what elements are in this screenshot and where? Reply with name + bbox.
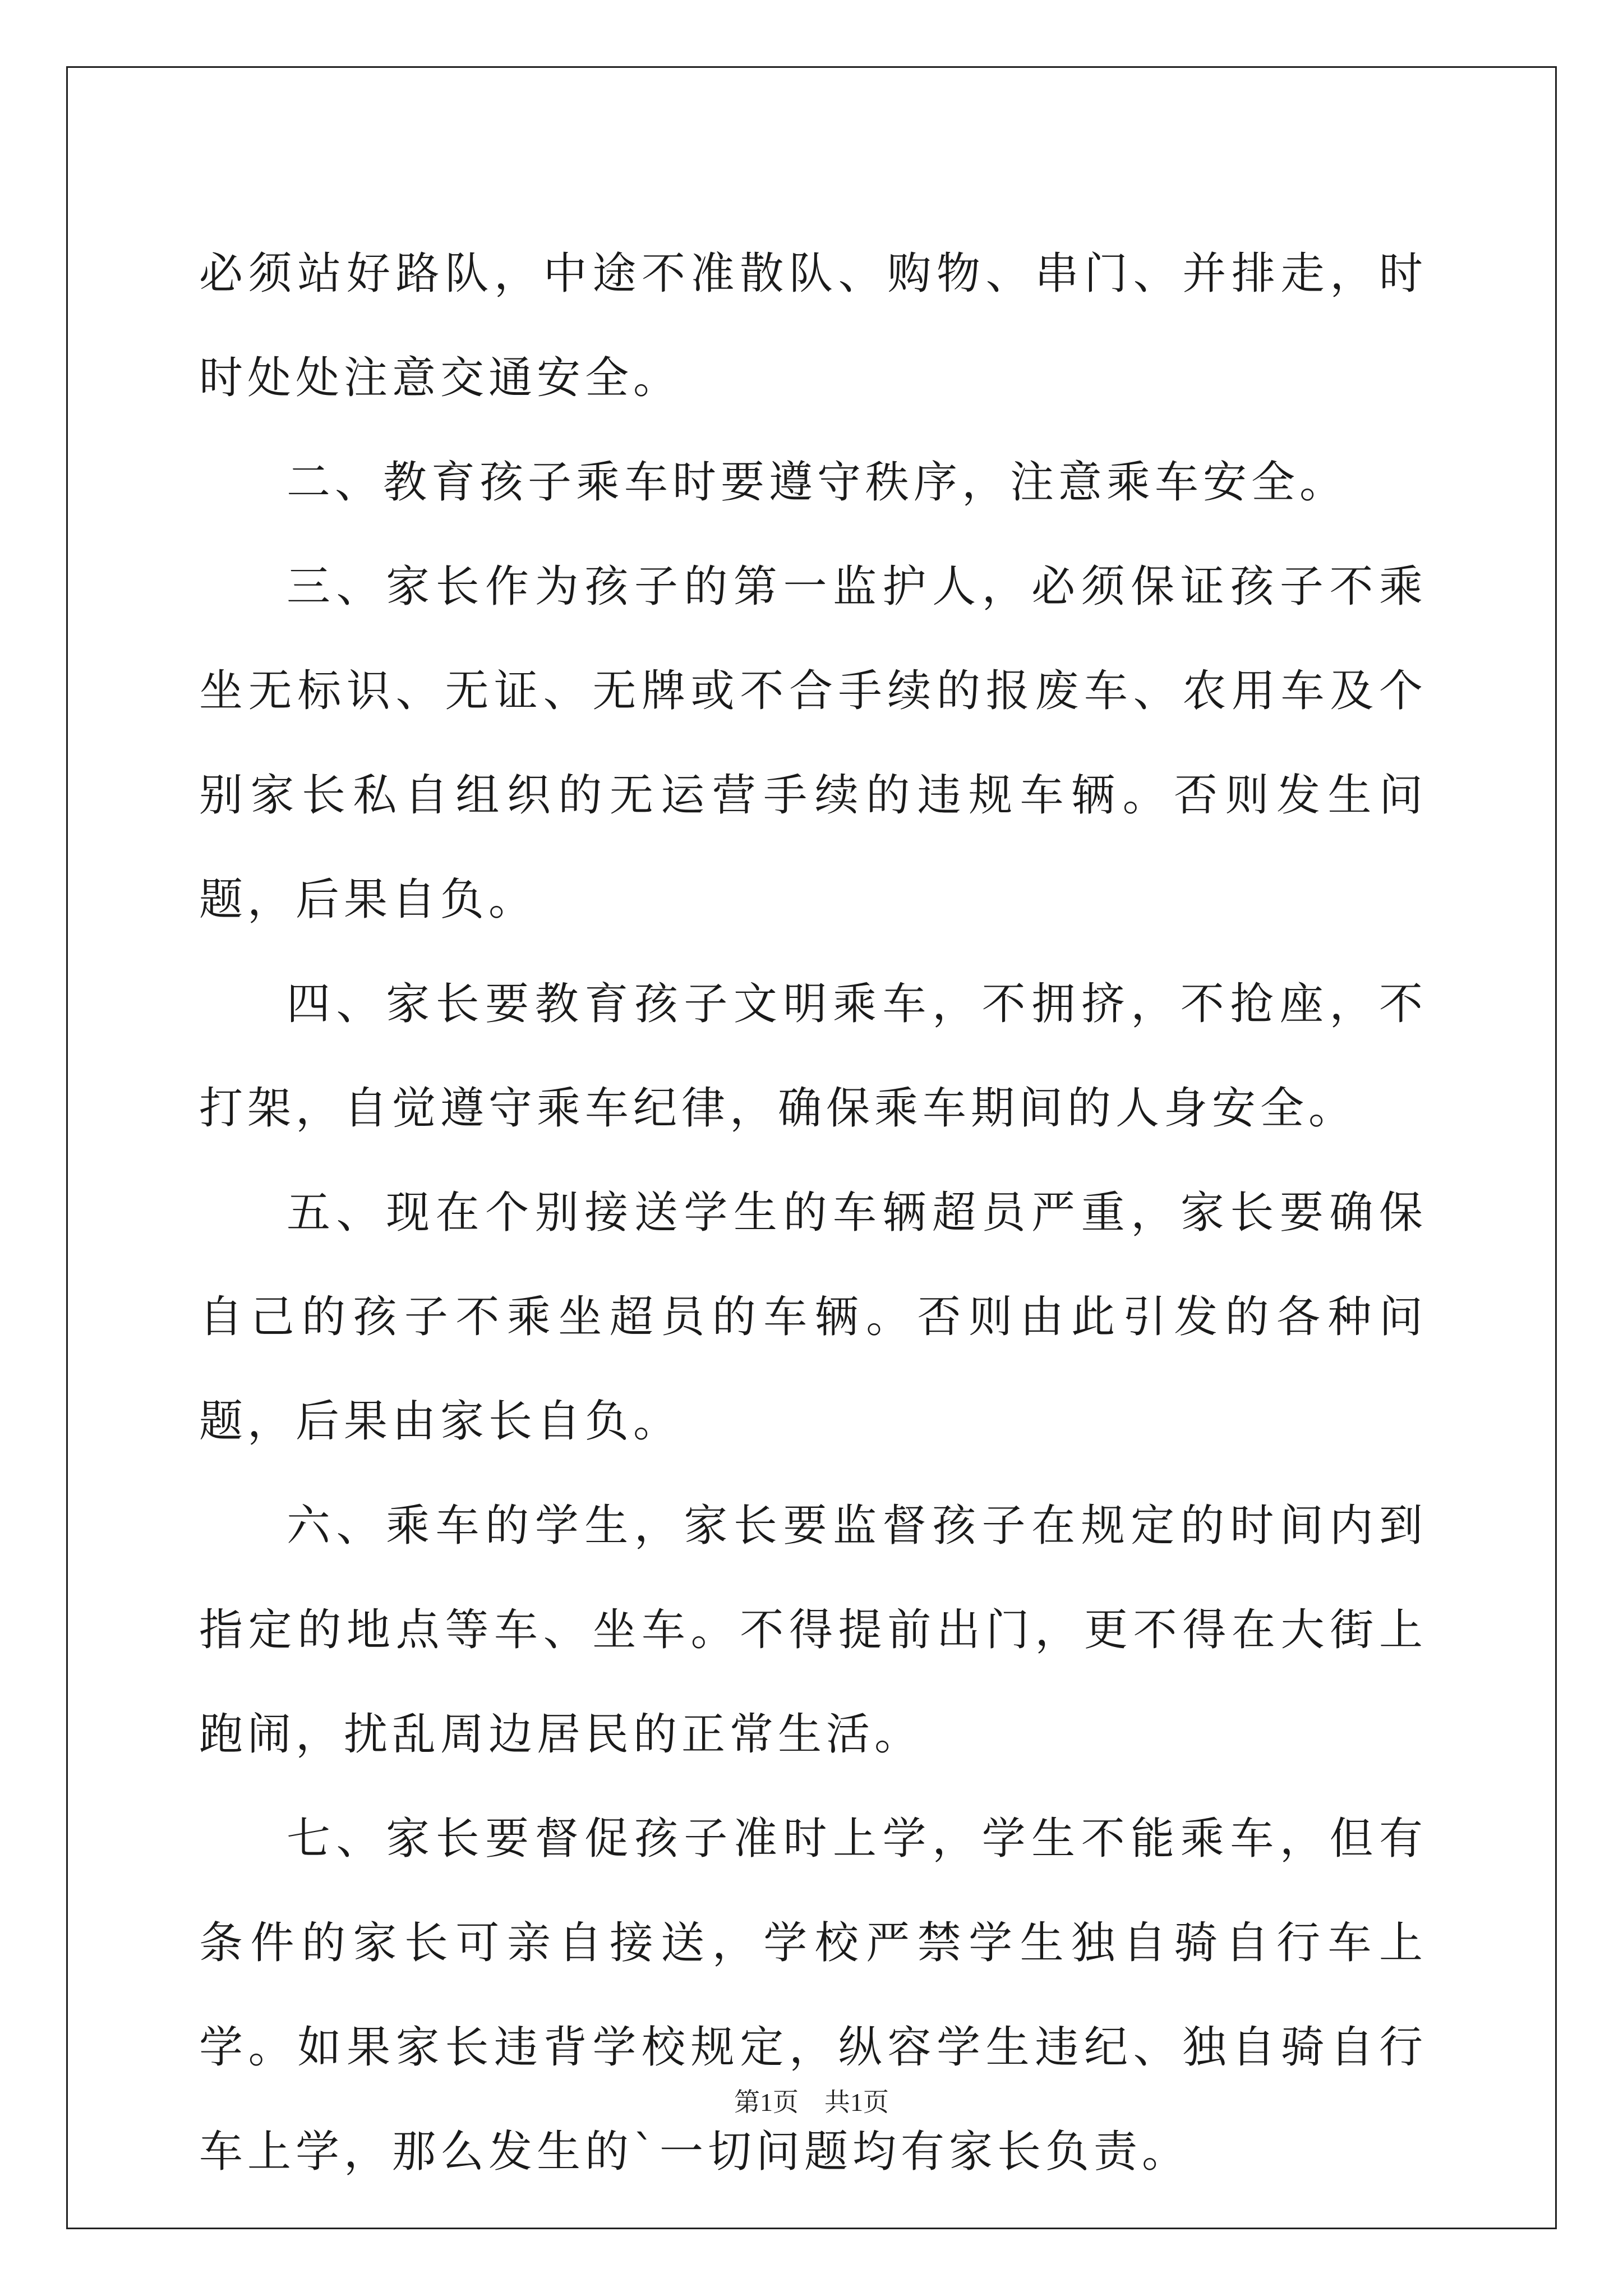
paragraph-5: 五、现在个别接送学生的车辆超员严重，家长要确保自己的孩子不乘坐超员的车辆。否则由此引发的各种问题，后果由家长自负。 (199, 1188, 1427, 1447)
page-number-total: 共1页 (824, 2088, 889, 2116)
paragraph-6: 六、乘车的学生，家长要监督孩子在规定的时间内到指定的地点等车、坐车。不得提前出门，更不得在大街上跑闹，扰乱周边居民的正常生活。 (199, 1501, 1427, 1760)
paragraph-4: 四、家长要教育孩子文明乘车，不拥挤，不抢座，不打架，自觉遵守乘车纪律，确保乘车期间的人身安全。 (199, 979, 1427, 1134)
page-footer (0, 2086, 1623, 2119)
paragraph-1: 必须站好路队，中途不准散队、购物、串门、并排走，时时处处注意交通安全。 (199, 249, 1427, 403)
paragraph-3: 三、家长作为孩子的第一监护人，必须保证孩子不乘坐无标识、无证、无牌或不合手续的报废车、农用车及个别家长私自组织的无运营手续的违规车辆。否则发生问题，后果自负。 (199, 562, 1427, 925)
paragraph-7: 七、家长要督促孩子准时上学，学生不能乘车，但有条件的家长可亲自接送，学校严禁学生独自骑自行车上学。如果家长违背学校规定，纵容学生违纪、独自骑自行车上学，那么发生的`一切问题均有家长负责。 (199, 1814, 1427, 2177)
document-body (199, 222, 1427, 2204)
paragraph-2: 二、教育孩子乘车时要遵守秩序，注意乘车安全。 (287, 457, 1348, 508)
page-number-current: 第1页 (734, 2088, 799, 2116)
